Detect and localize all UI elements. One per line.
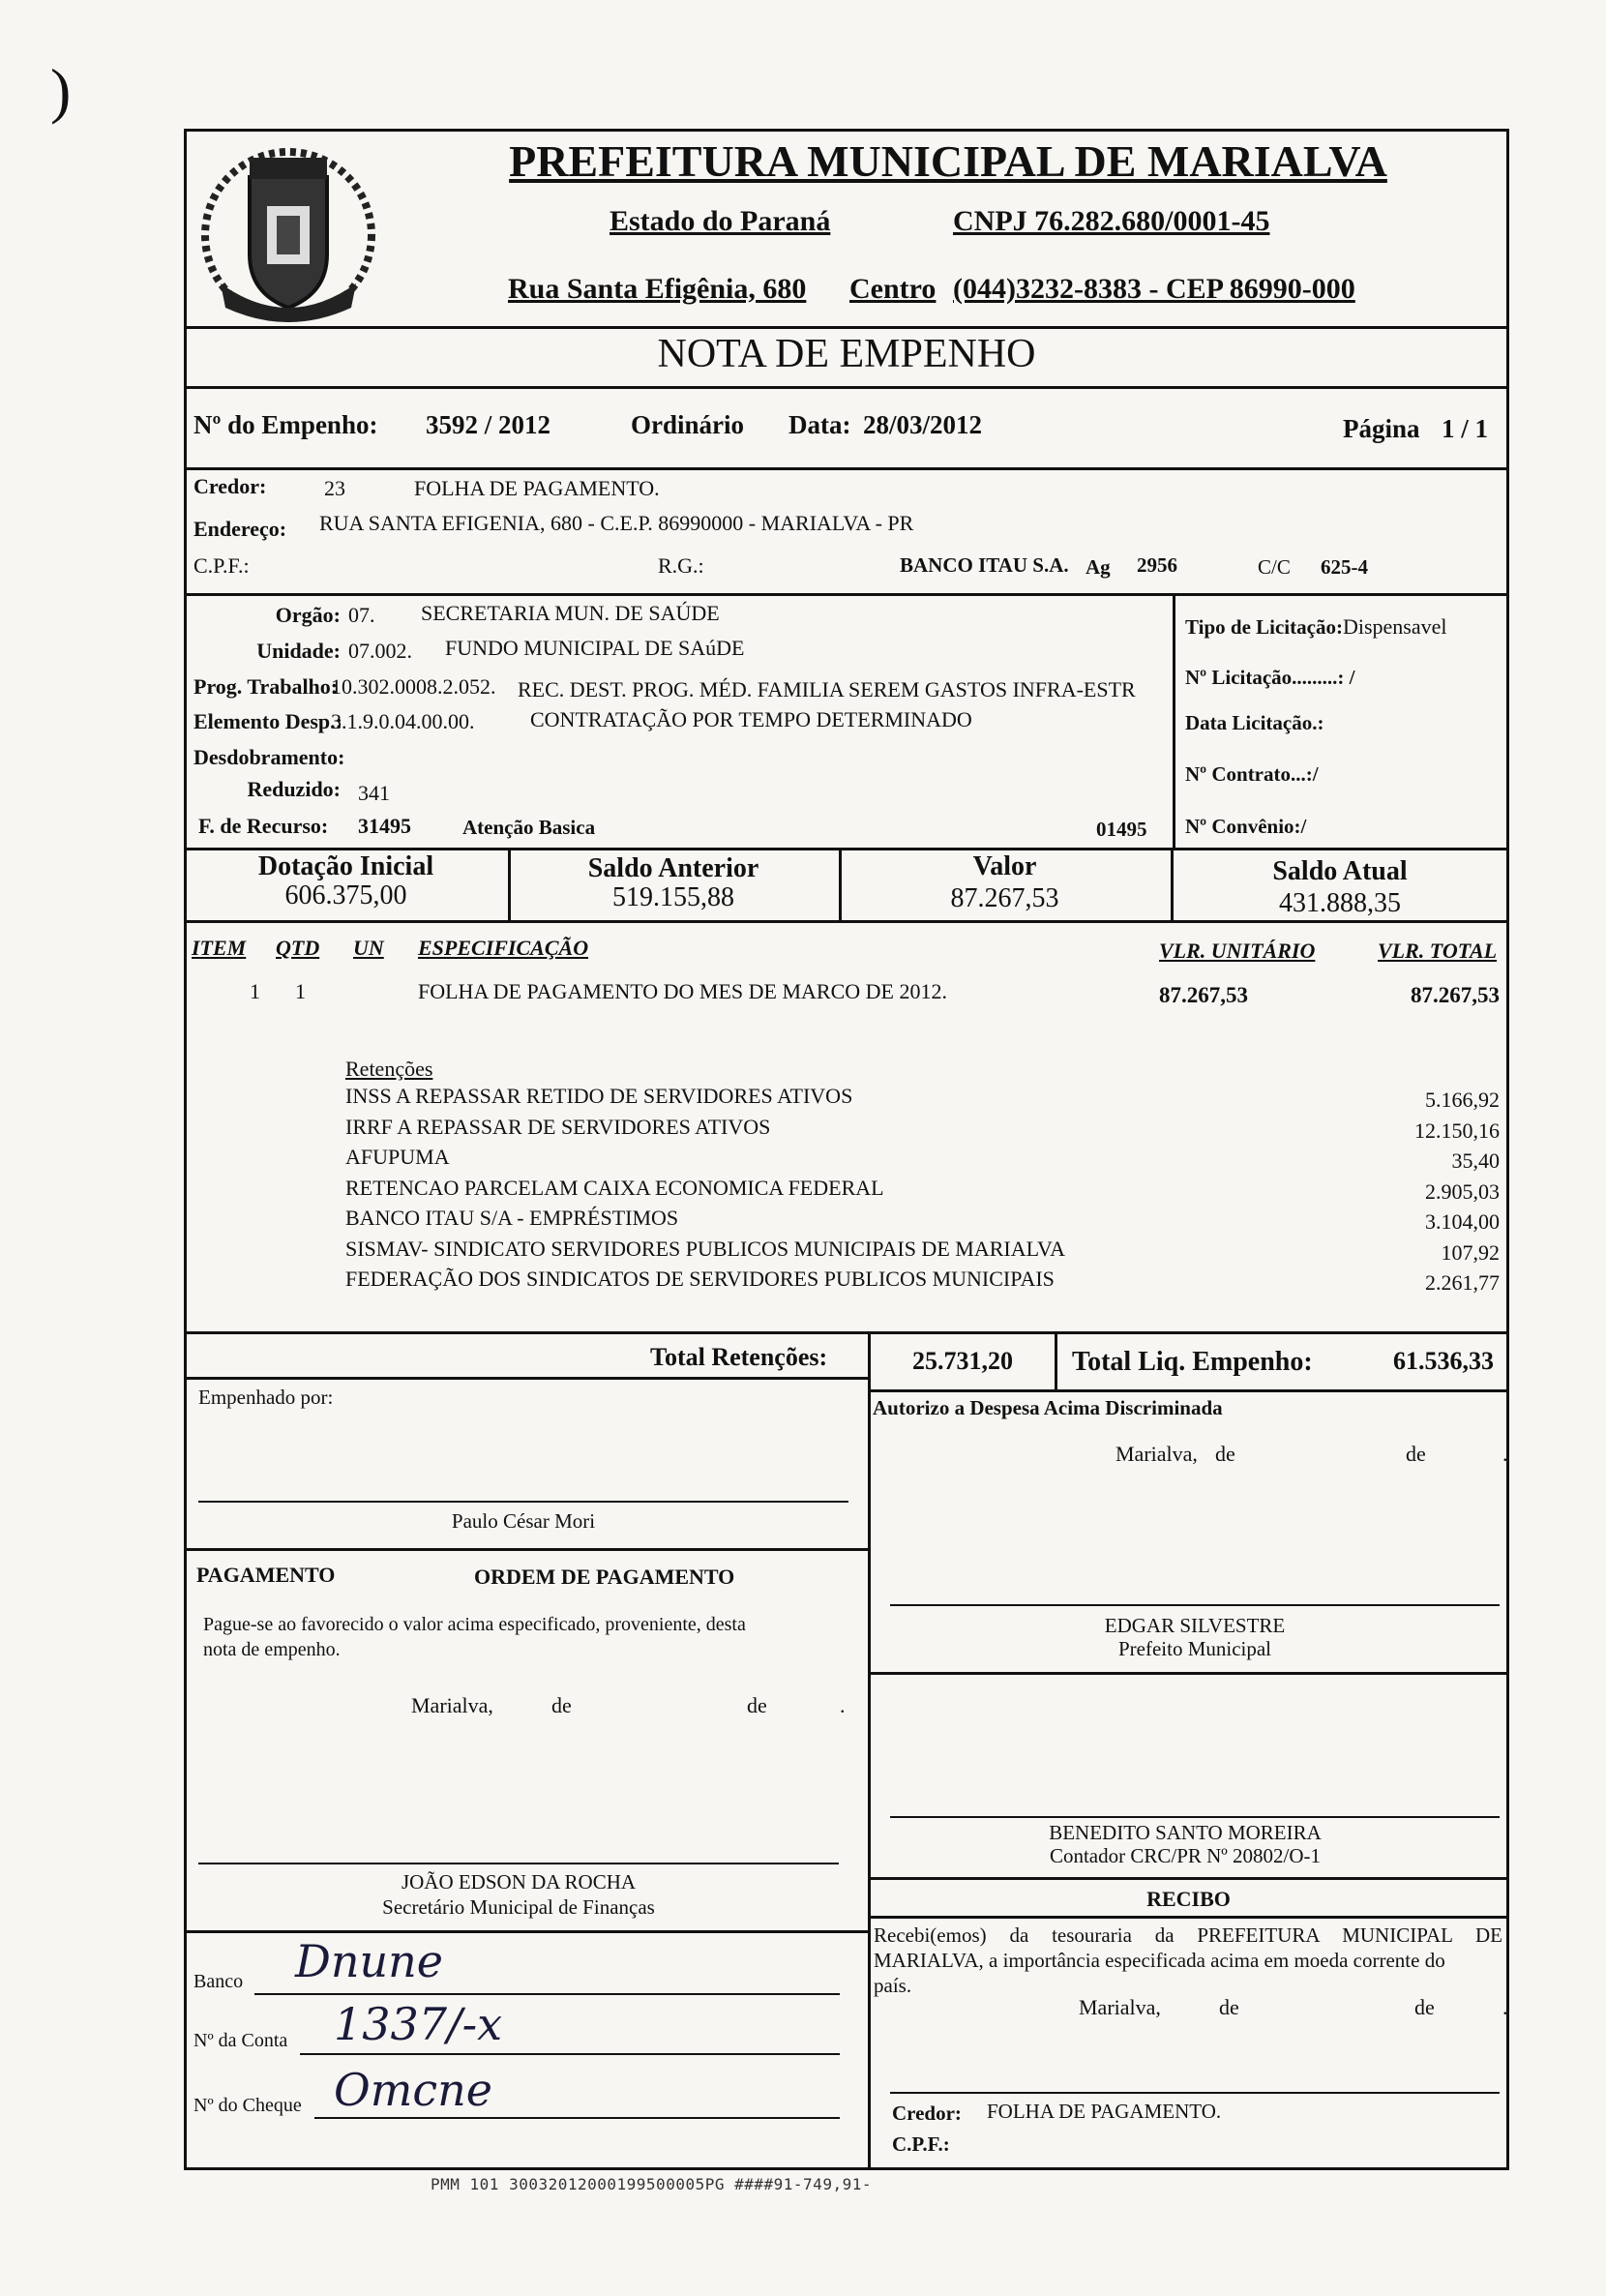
- bank-name: BANCO ITAU S.A.: [900, 553, 1069, 577]
- rule: [184, 1930, 868, 1933]
- cheque-signature: Omcne: [334, 2064, 492, 2116]
- pagamento-dot: .: [840, 1693, 846, 1717]
- secretario-name: JOÃO EDSON DA ROCHA: [401, 1870, 637, 1893]
- retencoes-title: Retenções: [345, 1057, 433, 1081]
- signature-line: [198, 1863, 839, 1864]
- valor-value: 87.267,53: [950, 883, 1059, 913]
- reduzido-label: Reduzido:: [247, 777, 341, 801]
- rule: [868, 1331, 871, 1389]
- secretario-role: Secretário Municipal de Finanças: [382, 1895, 655, 1919]
- bank-ag-label: Ag: [1086, 555, 1111, 579]
- empenhado-name: Paulo César Mori: [451, 1509, 596, 1533]
- recurso: Atenção Basica: [462, 816, 596, 839]
- item-qtd: 1: [295, 979, 306, 1003]
- rule: [868, 1877, 1509, 1880]
- credor-name: FOLHA DE PAGAMENTO.: [414, 476, 660, 500]
- prefeito-role: Prefeito Municipal: [1117, 1637, 1272, 1660]
- prog-label: Prog. Trabalho:: [193, 674, 339, 699]
- contador-role: Contador CRC/PR Nº 20802/O-1: [1049, 1844, 1322, 1867]
- rule: [184, 1331, 1509, 1334]
- retencao-value: 2.905,03: [1425, 1178, 1500, 1204]
- page-label: Página: [1343, 414, 1420, 443]
- conta-label: Nº da Conta: [193, 2030, 288, 2051]
- scan-mark: ): [50, 56, 72, 125]
- item-number: 1: [250, 979, 260, 1003]
- recibo-dot: .: [1502, 1995, 1508, 2019]
- rg-label: R.G.:: [658, 553, 704, 578]
- col-spec: ESPECIFICAÇÃO: [418, 936, 589, 960]
- retencao-value: 3.104,00: [1425, 1209, 1500, 1234]
- pagamento-text-1: Pague-se ao favorecido o valor acima especificado, proveniente, desta: [203, 1614, 746, 1635]
- bank-ag: 2956: [1137, 553, 1177, 577]
- total-liquido-label: Total Liq. Empenho:: [1072, 1347, 1313, 1377]
- conta-line: [300, 2053, 840, 2055]
- recurso-ref: 01495: [1096, 818, 1147, 841]
- recibo-de1: de: [1219, 1995, 1239, 2019]
- licitacao-date: Data Licitação.:: [1185, 711, 1324, 734]
- total-retencoes-label: Total Retenções:: [650, 1343, 828, 1371]
- recibo-text-1: Recebi(emos) da tesouraria da PREFEITURA MUNICIPAL DE: [874, 1923, 1502, 1947]
- rule: [184, 1548, 868, 1551]
- header-title: PREFEITURA MUNICIPAL DE MARIALVA: [509, 136, 1387, 186]
- pagamento-city: Marialva,: [411, 1693, 493, 1717]
- signature-line: [198, 1501, 848, 1503]
- valor-label: Valor: [972, 851, 1037, 881]
- prog-code: 10.302.0008.2.052.: [331, 674, 496, 699]
- retencao-value: 35,40: [1451, 1148, 1500, 1173]
- saldo-anterior-label: Saldo Anterior: [587, 853, 759, 883]
- rule: [868, 1389, 1509, 1392]
- rule: [184, 386, 1509, 389]
- col-unit: VLR. UNITÁRIO: [1159, 939, 1316, 963]
- licitacao-type: Dispensavel: [1342, 614, 1447, 639]
- retencao-value: 5.166,92: [1425, 1088, 1500, 1112]
- banco-signature: Dnune: [295, 1935, 443, 1987]
- autorizo-label: Autorizo a Despesa Acima Discriminada: [873, 1396, 1223, 1419]
- licitacao-type-label: [1185, 614, 1446, 640]
- recibo-de2: de: [1414, 1995, 1435, 2019]
- retencao-desc: SISMAV- SINDICATO SERVIDORES PUBLICOS MUNICIPAIS DE MARIALVA: [345, 1236, 1065, 1261]
- elemento-code: 3.1.9.0.04.00.00.: [331, 709, 475, 733]
- recibo-cpf-label: C.P.F.:: [892, 2132, 950, 2156]
- recibo-text-2: MARIALVA, a importância especificada acima em moeda corrente do: [874, 1949, 1445, 1972]
- orgao-label: Orgão:: [275, 603, 341, 627]
- autorizo-de1: de: [1215, 1442, 1235, 1466]
- signature-line: [890, 1816, 1500, 1818]
- autorizo-de2: de: [1406, 1442, 1426, 1466]
- pagamento-de1: de: [551, 1693, 572, 1717]
- col-qtd: QTD: [276, 936, 320, 960]
- empenhado-label: Empenhado por:: [198, 1386, 334, 1409]
- empenho-type: Ordinário: [631, 410, 745, 439]
- rule: [1055, 1331, 1057, 1389]
- licitacao-type-label-text: Tipo de Licitação:: [1185, 615, 1343, 639]
- signature-line: [890, 2092, 1500, 2094]
- prog: REC. DEST. PROG. MÉD. FAMILIA SEREM GASTOS INFRA-ESTR: [518, 677, 1136, 701]
- banco-line: [254, 1993, 840, 1995]
- pagamento-label: PAGAMENTO: [196, 1563, 336, 1587]
- rule: [1173, 593, 1175, 850]
- convenio-number: Nº Convênio:/: [1185, 815, 1307, 838]
- bank-cc: 625-4: [1321, 555, 1368, 579]
- unidade-label: Unidade:: [256, 639, 341, 663]
- elemento: CONTRATAÇÃO POR TEMPO DETERMINADO: [530, 707, 972, 731]
- rule: [184, 326, 1509, 329]
- address-label: Endereço:: [193, 517, 287, 541]
- recurso-code: 31495: [358, 814, 411, 838]
- rule: [184, 848, 1509, 850]
- rule: [184, 593, 1509, 596]
- retencao-desc: RETENCAO PARCELAM CAIXA ECONOMICA FEDERAL: [345, 1175, 884, 1200]
- autorizo-city: Marialva,: [1115, 1442, 1198, 1466]
- dotacao-label: Dotação Inicial: [257, 851, 434, 881]
- recurso-label: F. de Recurso:: [198, 814, 329, 838]
- orgao-code: 07.: [348, 603, 375, 627]
- pagamento-de2: de: [747, 1693, 767, 1717]
- saldo-anterior-value: 519.155,88: [612, 882, 734, 912]
- contador-name: BENEDITO SANTO MOREIRA: [1049, 1821, 1322, 1844]
- retencao-desc: BANCO ITAU S/A - EMPRÉSTIMOS: [345, 1206, 679, 1230]
- item-unit: 87.267,53: [1159, 983, 1248, 1007]
- rule: [868, 1389, 871, 2170]
- contract-number: Nº Contrato...:/: [1185, 762, 1319, 786]
- recibo-city: Marialva,: [1079, 1995, 1161, 2019]
- rule: [868, 1672, 1509, 1675]
- empenho-date-label: Data:: [788, 410, 851, 439]
- empenho-label: Nº do Empenho:: [193, 410, 378, 439]
- header-state: Estado do Paraná: [610, 205, 831, 237]
- rule: [868, 1916, 1509, 1919]
- footer-code: PMM 101 30032012000199500005PG ####91-749,91-: [431, 2175, 872, 2193]
- retencao-desc: IRRF A REPASSAR DE SERVIDORES ATIVOS: [345, 1114, 771, 1139]
- coat-of-arms-logo: [192, 138, 385, 332]
- unidade: FUNDO MUNICIPAL DE SAúDE: [445, 636, 745, 660]
- item-spec: FOLHA DE PAGAMENTO DO MES DE MARCO DE 2012.: [418, 979, 947, 1003]
- prefeito-name: EDGAR SILVESTRE: [1104, 1614, 1286, 1637]
- header-street: Rua Santa Efigênia, 680: [508, 273, 807, 305]
- orgao: SECRETARIA MUN. DE SAÚDE: [421, 601, 720, 625]
- saldo-atual-label: Saldo Atual: [1272, 856, 1408, 886]
- dotacao-value: 606.375,00: [284, 880, 407, 910]
- unidade-code: 07.002.: [348, 639, 412, 663]
- total-liquido-value: 61.536,33: [1393, 1347, 1494, 1375]
- empenho-date: 28/03/2012: [863, 410, 983, 439]
- retencao-desc: AFUPUMA: [345, 1145, 450, 1169]
- header-cnpj: CNPJ 76.282.680/0001-45: [953, 205, 1270, 237]
- retencao-value: 107,92: [1441, 1239, 1500, 1265]
- retencao-desc: FEDERAÇÃO DOS SINDICATOS DE SERVIDORES PUBLICOS MUNICIPAIS: [345, 1267, 1055, 1291]
- rule: [184, 467, 1509, 470]
- cheque-line: [314, 2117, 840, 2119]
- cheque-label: Nº do Cheque: [193, 2095, 302, 2116]
- recibo-credor-label: Credor:: [892, 2102, 962, 2125]
- recibo-credor: FOLHA DE PAGAMENTO.: [987, 2100, 1222, 2123]
- reduzido: 341: [358, 781, 390, 805]
- retencao-desc: INSS A REPASSAR RETIDO DE SERVIDORES ATIVOS: [345, 1084, 853, 1108]
- rule: [184, 1377, 868, 1380]
- col-un: UN: [353, 936, 384, 960]
- header-district: Centro: [849, 273, 937, 305]
- licitacao-number: Nº Licitação.........: /: [1185, 666, 1355, 689]
- doc-title: NOTA DE EMPENHO: [657, 332, 1036, 376]
- cpf-label: C.P.F.:: [193, 553, 250, 578]
- pagamento-text-2: nota de empenho.: [203, 1639, 341, 1660]
- col-total: VLR. TOTAL: [1378, 939, 1498, 963]
- recibo-text-3: país.: [874, 1974, 912, 1997]
- total-retencoes-value: 25.731,20: [912, 1347, 1013, 1375]
- bank-cc-label: C/C: [1258, 555, 1291, 579]
- ordem-pagamento-label: ORDEM DE PAGAMENTO: [474, 1565, 735, 1589]
- banco-label: Banco: [193, 1971, 244, 1992]
- credor-label: Credor:: [193, 474, 267, 498]
- credor-code: 23: [324, 476, 345, 500]
- autorizo-dot: .: [1502, 1442, 1508, 1466]
- retencao-value: 12.150,16: [1414, 1118, 1500, 1143]
- item-total: 87.267,53: [1411, 983, 1500, 1007]
- elemento-label: Elemento Desp.:: [193, 709, 342, 733]
- empenho-number: 3592 / 2012: [426, 410, 551, 439]
- col-item: ITEM: [192, 936, 247, 960]
- conta-signature: 1337/-x: [334, 1998, 503, 2050]
- header-phone: (044)3232-8383 - CEP 86990-000: [953, 273, 1355, 305]
- desdobramento-label: Desdobramento:: [193, 745, 345, 769]
- signature-line: [890, 1604, 1500, 1606]
- saldo-atual-value: 431.888,35: [1279, 888, 1401, 918]
- retencao-value: 2.261,77: [1425, 1270, 1500, 1295]
- rule: [184, 920, 1509, 923]
- recibo-title: RECIBO: [1146, 1887, 1231, 1911]
- page-number: 1 / 1: [1442, 414, 1489, 443]
- address: RUA SANTA EFIGENIA, 680 - C.E.P. 86990000 - MARIALVA - PR: [319, 511, 914, 535]
